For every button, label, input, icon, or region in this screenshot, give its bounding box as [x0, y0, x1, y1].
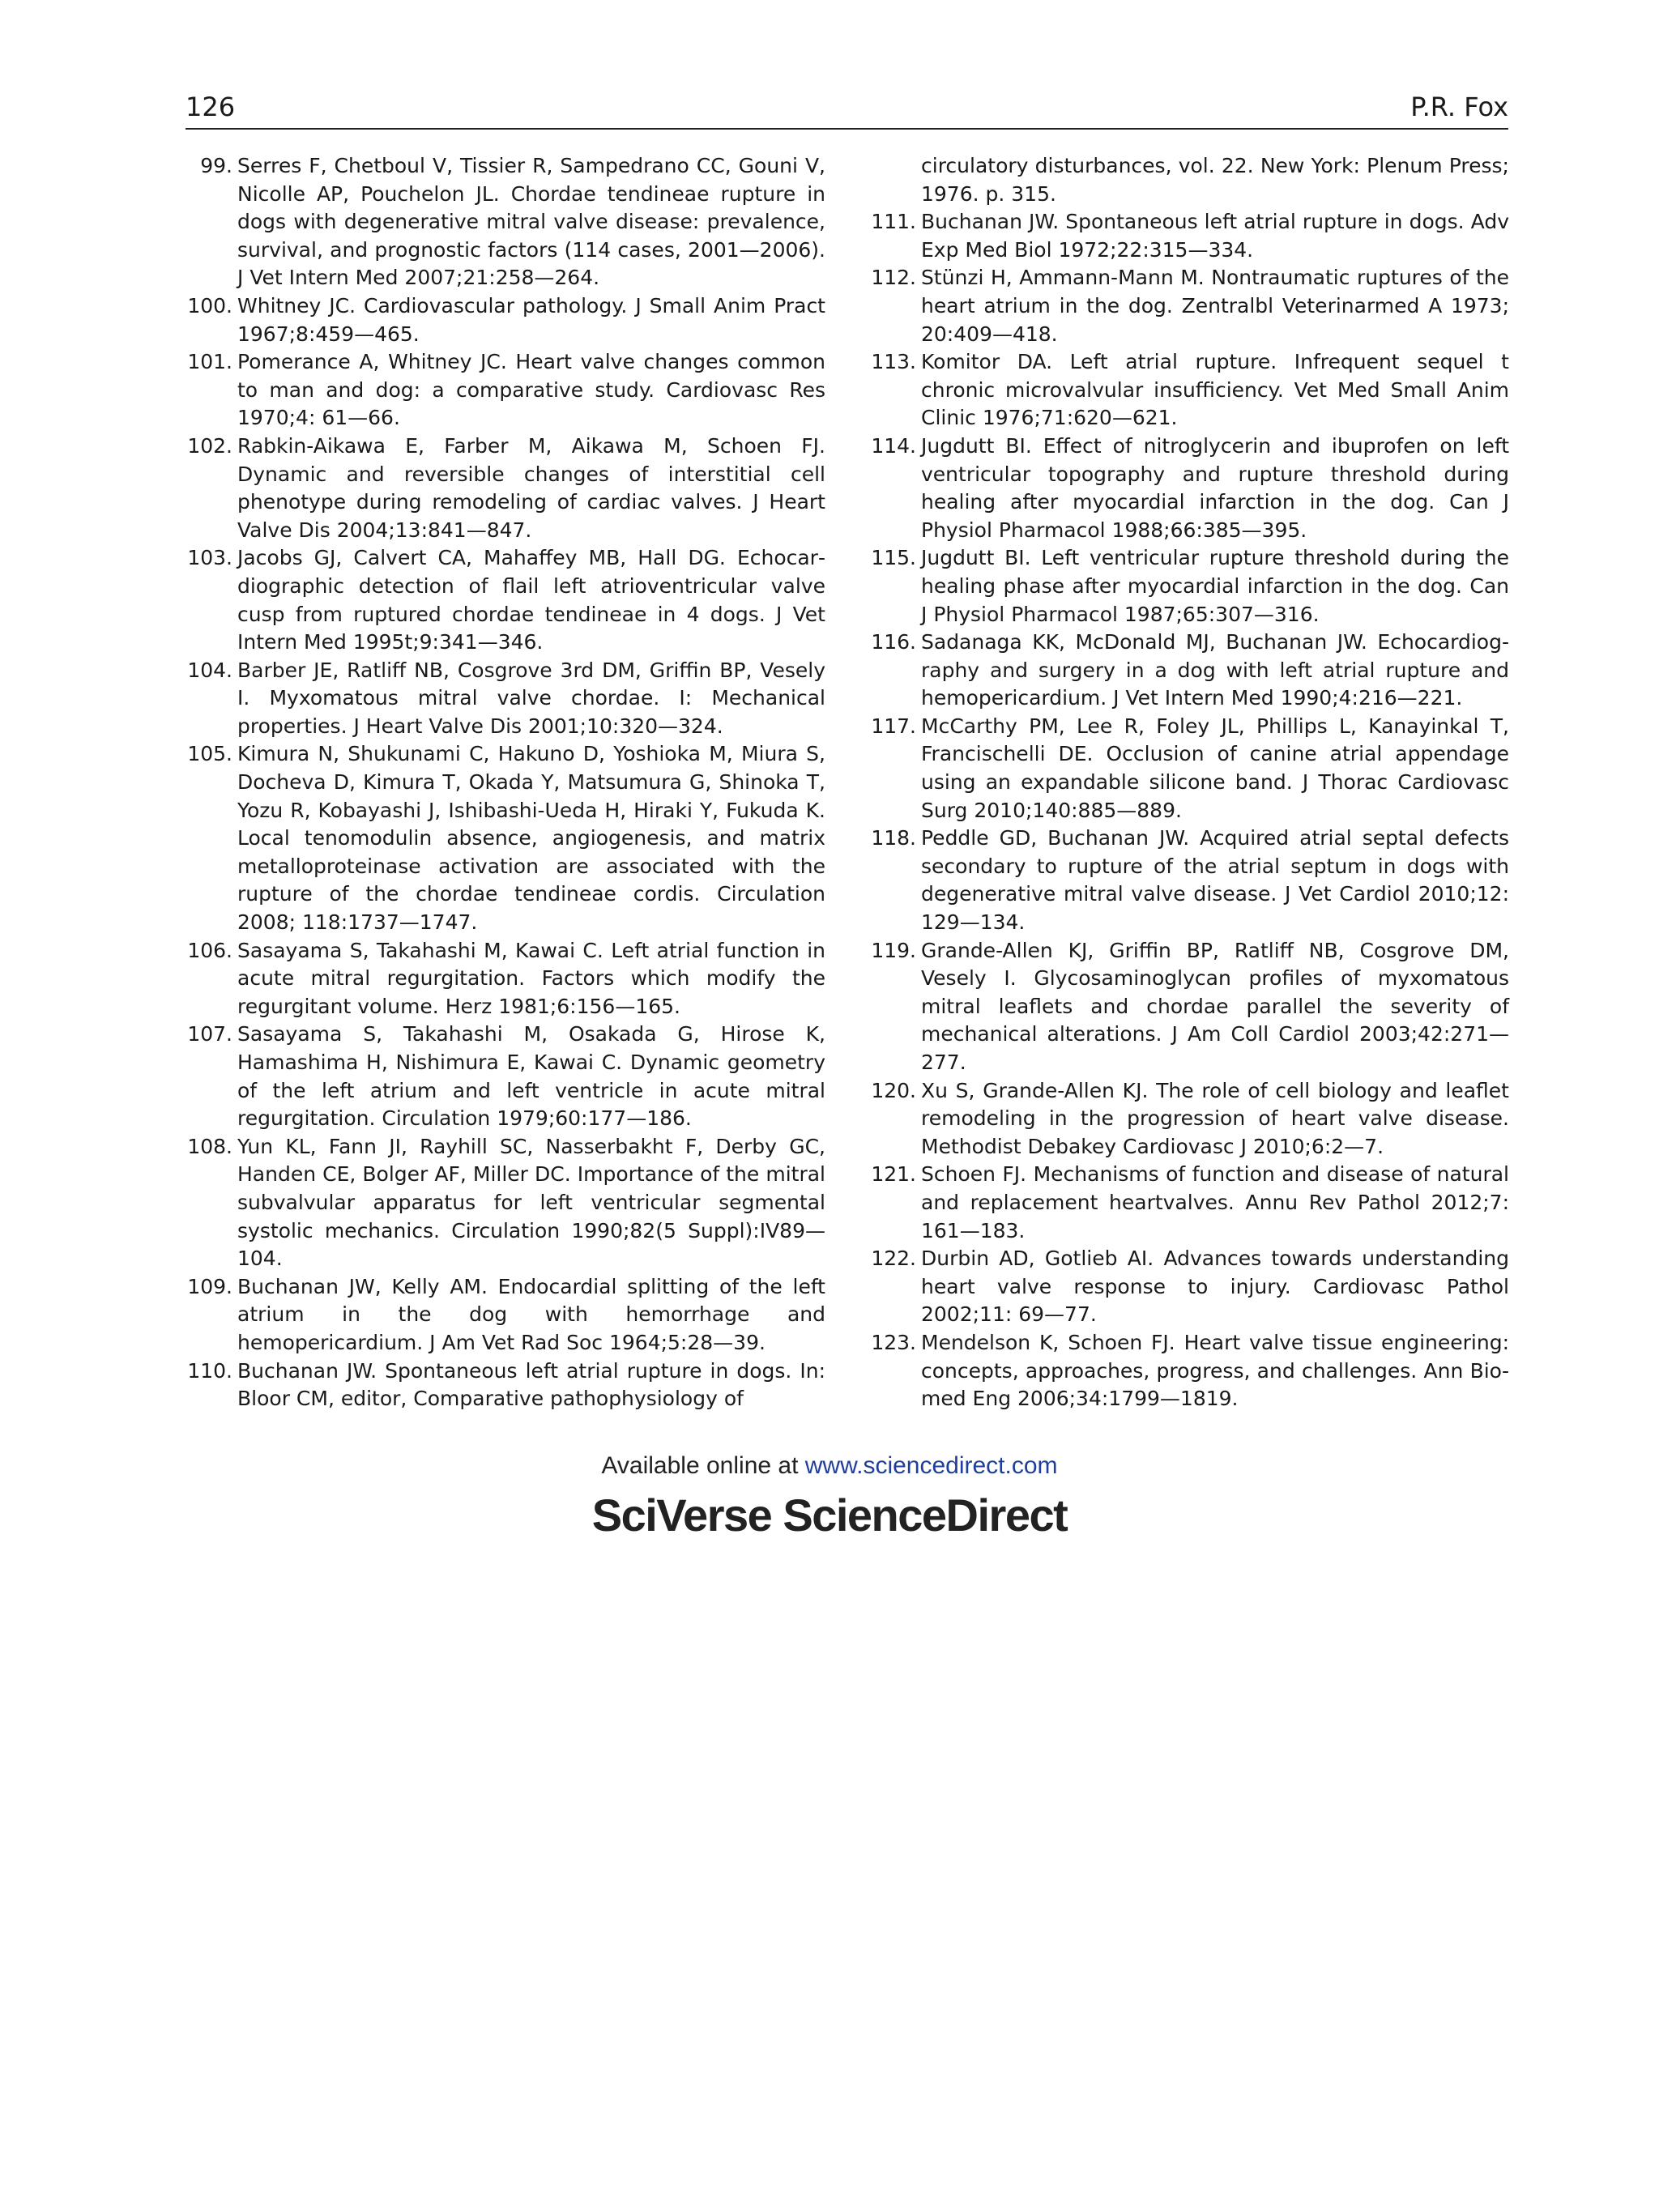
reference-item [186, 348, 825, 433]
reference-text: Sasayama S, Takahashi M, Osakada G, Hirose K, Hamashima H, Nishimura E, Kawai C. Dynamic geometry of the left atrium and left ventricle in acute mitral regurgitation. Circulation 1979;60:177—186. [237, 1022, 825, 1131]
reference-item [869, 629, 1509, 713]
reference-text: Mendelson K, Schoen FJ. Heart valve tissue engineering: concepts, approaches, progress, and challenges. Ann Biomed Eng 2006;34:1799—1819. [921, 1330, 1509, 1411]
reference-item [186, 544, 825, 656]
reference-item [186, 152, 825, 292]
reference-item [186, 1357, 825, 1413]
reference-text: Rabkin-Aikawa E, Farber M, Aikawa M, Schoen FJ. Dynamic and reversible changes of interstitial cell phenotype during remodeling of cardiac valves. J Heart Valve Dis 2004;13:841—847. [237, 433, 825, 542]
reference-number: 113. [871, 350, 916, 374]
reference-continuation [869, 152, 1509, 208]
reference-number: 111. [871, 210, 916, 234]
reference-number: 110. [187, 1358, 232, 1383]
sciverse-sciencedirect-logo: SciVerse ScienceDirect [591, 1490, 1068, 1541]
reference-number: 116. [871, 630, 916, 654]
reference-item [186, 740, 825, 936]
reference-item [186, 1021, 825, 1132]
reference-item [869, 433, 1509, 544]
reference-number: 109. [187, 1274, 232, 1298]
reference-text: Sadanaga KK, McDonald MJ, Buchanan JW. Echocardiography and surgery in a dog with left atrial rupture and hemopericardium. J Vet Intern Med 1990;4:216—221. [921, 630, 1509, 710]
reference-item [869, 348, 1509, 433]
reference-item [869, 208, 1509, 264]
reference-text: Pomerance A, Whitney JC. Heart valve changes common to man and dog: a comparative study. Cardiovasc Res 1970;4: 61—66. [237, 350, 825, 430]
reference-text: Komitor DA. Left atrial rupture. Infrequent sequel t chronic microvalvular insufficiency. Vet Med Small Anim Clinic 1976;71:620—621. [921, 350, 1509, 430]
reference-number: 114. [871, 433, 916, 458]
reference-text: Kimura N, Shukunami C, Hakuno D, Yoshioka M, Miura S, Docheva D, Kimura T, Okada Y, Matsumura G, Shinoka T, Yozu R, Kobayashi J, Ishibashi-Ueda H, Hiraki Y, Fukuda K. Local tenomodulin absence, angiogenesis, and matrix metalloproteinase activation are associated with the rupture of the chordae tendineae cordis. Circulation 2008; 118:1737—1747. [237, 742, 825, 935]
reference-number: 119. [871, 938, 916, 962]
reference-item [186, 657, 825, 741]
reference-text: Jacobs GJ, Calvert CA, Mahaffey MB, Hall DG. Echocardiographic detection of flail left atrioventricular valve cusp from ruptured chordae tendineae in 4 dogs. J Vet Intern Med 1995t;9:341—346. [237, 546, 825, 654]
available-online-line [0, 1450, 1659, 1482]
reference-text: circulatory disturbances, vol. 22. New York: Plenum Press; 1976. p. 315. [921, 154, 1509, 206]
reference-number: 105. [187, 742, 232, 766]
reference-text: Durbin AD, Gotlieb AI. Advances towards understanding heart valve response to injury. Cardiovasc Pathol 2002;11: 69—77. [921, 1247, 1509, 1327]
reference-item [186, 1133, 825, 1273]
reference-number: 104. [187, 658, 232, 682]
reference-number: 102. [187, 433, 232, 458]
reference-number: 99. [200, 154, 232, 177]
reference-list-right [869, 152, 1509, 1413]
reference-text: Barber JE, Ratliff NB, Cosgrove 3rd DM, Griffin BP, Vesely I. Myxomatous mitral valve chordae. I: Mechanical properties. J Heart Valve Dis 2001;10:320—324. [237, 658, 825, 738]
reference-number: 115. [871, 546, 916, 570]
reference-text: Yun KL, Fann JI, Rayhill SC, Nasserbakht F, Derby GC, Handen CE, Bolger AF, Miller DC. Importance of the mitral subvalvular apparatus for left ventricular segmental systolic mechanics. Circulation 1990;82(5 Suppl):IV89—104. [237, 1134, 825, 1271]
reference-item [869, 825, 1509, 936]
reference-number: 107. [187, 1022, 232, 1046]
reference-number: 103. [187, 546, 232, 570]
reference-text: Buchanan JW. Spontaneous left atrial rupture in dogs. Adv Exp Med Biol 1972;22:315—334. [921, 210, 1509, 262]
reference-item [869, 1245, 1509, 1329]
reference-number: 118. [871, 826, 916, 850]
reference-number: 121. [871, 1162, 916, 1187]
reference-number: 112. [871, 266, 916, 290]
reference-list-left [186, 152, 825, 1413]
reference-text: Grande-Allen KJ, Griffin BP, Ratliff NB, Cosgrove DM, Vesely I. Glycosaminoglycan profiles of myxomatous mitral leaflets and chordae parallel the severity of mechanical alterations. J Am Coll Cardiol 2003;42:271—277. [921, 938, 1509, 1074]
reference-item [869, 264, 1509, 348]
reference-item [869, 1161, 1509, 1245]
reference-text: Buchanan JW. Spontaneous left atrial rupture in dogs. In: Bloor CM, editor, Comparative pathophysiology of [237, 1358, 825, 1411]
reference-text: Stünzi H, Ammann-Mann M. Nontraumatic ruptures of the heart atrium in the dog. Zentralbl Veterinarmed A 1973; 20:409—418. [921, 266, 1509, 346]
reference-item [186, 1273, 825, 1357]
reference-text: Jugdutt BI. Left ventricular rupture threshold during the healing phase after myocardial infarction in the dog. Can J Physiol Pharmacol 1987;65:307—316. [921, 546, 1509, 626]
reference-text: Serres F, Chetboul V, Tissier R, Sampedrano CC, Gouni V, Nicolle AP, Pouchelon JL. Chordae tendineae rupture in dogs with degenerative mitral valve disease: prevalence, survival, and prognostic factors (114 cases, 2001—2006). J Vet Intern Med 2007;21:258—264. [237, 154, 825, 290]
running-head-author: P.R. Fox [1410, 92, 1508, 122]
reference-text: McCarthy PM, Lee R, Foley JL, Phillips L, Kanayinkal T, Francischelli DE. Occlusion of canine atrial appendage using an expandable silicone band. J Thorac Cardiovasc Surg 2010;140:885—889. [921, 714, 1509, 822]
reference-item [186, 433, 825, 544]
reference-text: Buchanan JW, Kelly AM. Endocardial splitting of the left atrium in the dog with hemorrhage and hemopericardium. J Am Vet Rad Soc 1964;5:28—39. [237, 1274, 825, 1354]
reference-number: 101. [187, 350, 232, 374]
reference-number: 108. [187, 1134, 232, 1158]
reference-text: Whitney JC. Cardiovascular pathology. J Small Anim Pract 1967;8:459—465. [237, 293, 825, 346]
publisher-footer [0, 1450, 1659, 1542]
page-number: 126 [186, 92, 236, 122]
reference-item [869, 937, 1509, 1077]
reference-text: Jugdutt BI. Effect of nitroglycerin and ibuprofen on left ventricular topography and rupture threshold during healing after myocardial infarction in the dog. Can J Physiol Pharmacol 1988;66:385—395. [921, 433, 1509, 542]
reference-number: 106. [187, 938, 232, 962]
running-head [186, 87, 1508, 130]
reference-item [186, 937, 825, 1021]
reference-item [869, 1329, 1509, 1413]
reference-number: 120. [871, 1078, 916, 1102]
reference-number: 122. [871, 1247, 916, 1271]
reference-item [186, 292, 825, 348]
reference-number: 117. [871, 714, 916, 738]
reference-item [869, 713, 1509, 825]
reference-number: 123. [871, 1330, 916, 1354]
reference-text: Peddle GD, Buchanan JW. Acquired atrial septal defects secondary to rupture of the atrial septum in dogs with degenerative mitral valve disease. J Vet Cardiol 2010;12: 129—134. [921, 826, 1509, 935]
reference-item [869, 544, 1509, 629]
reference-text: Sasayama S, Takahashi M, Kawai C. Left atrial function in acute mitral regurgitation. Factors which modify the regurgitant volume. Herz 1981;6:156—165. [237, 938, 825, 1018]
available-online-text: Available online at [601, 1452, 799, 1479]
reference-number: 100. [187, 293, 232, 318]
reference-text: Xu S, Grande-Allen KJ. The role of cell biology and leaflet remodeling in the progression of heart valve disease. Methodist Debakey Cardiovasc J 2010;6:2—7. [921, 1078, 1509, 1158]
reference-item [869, 1077, 1509, 1161]
reference-text: Schoen FJ. Mechanisms of function and disease of natural and replacement heartvalves. Annu Rev Pathol 2012;7: 161—183. [921, 1162, 1509, 1242]
sciencedirect-link[interactable]: www.sciencedirect.com [804, 1452, 1058, 1479]
